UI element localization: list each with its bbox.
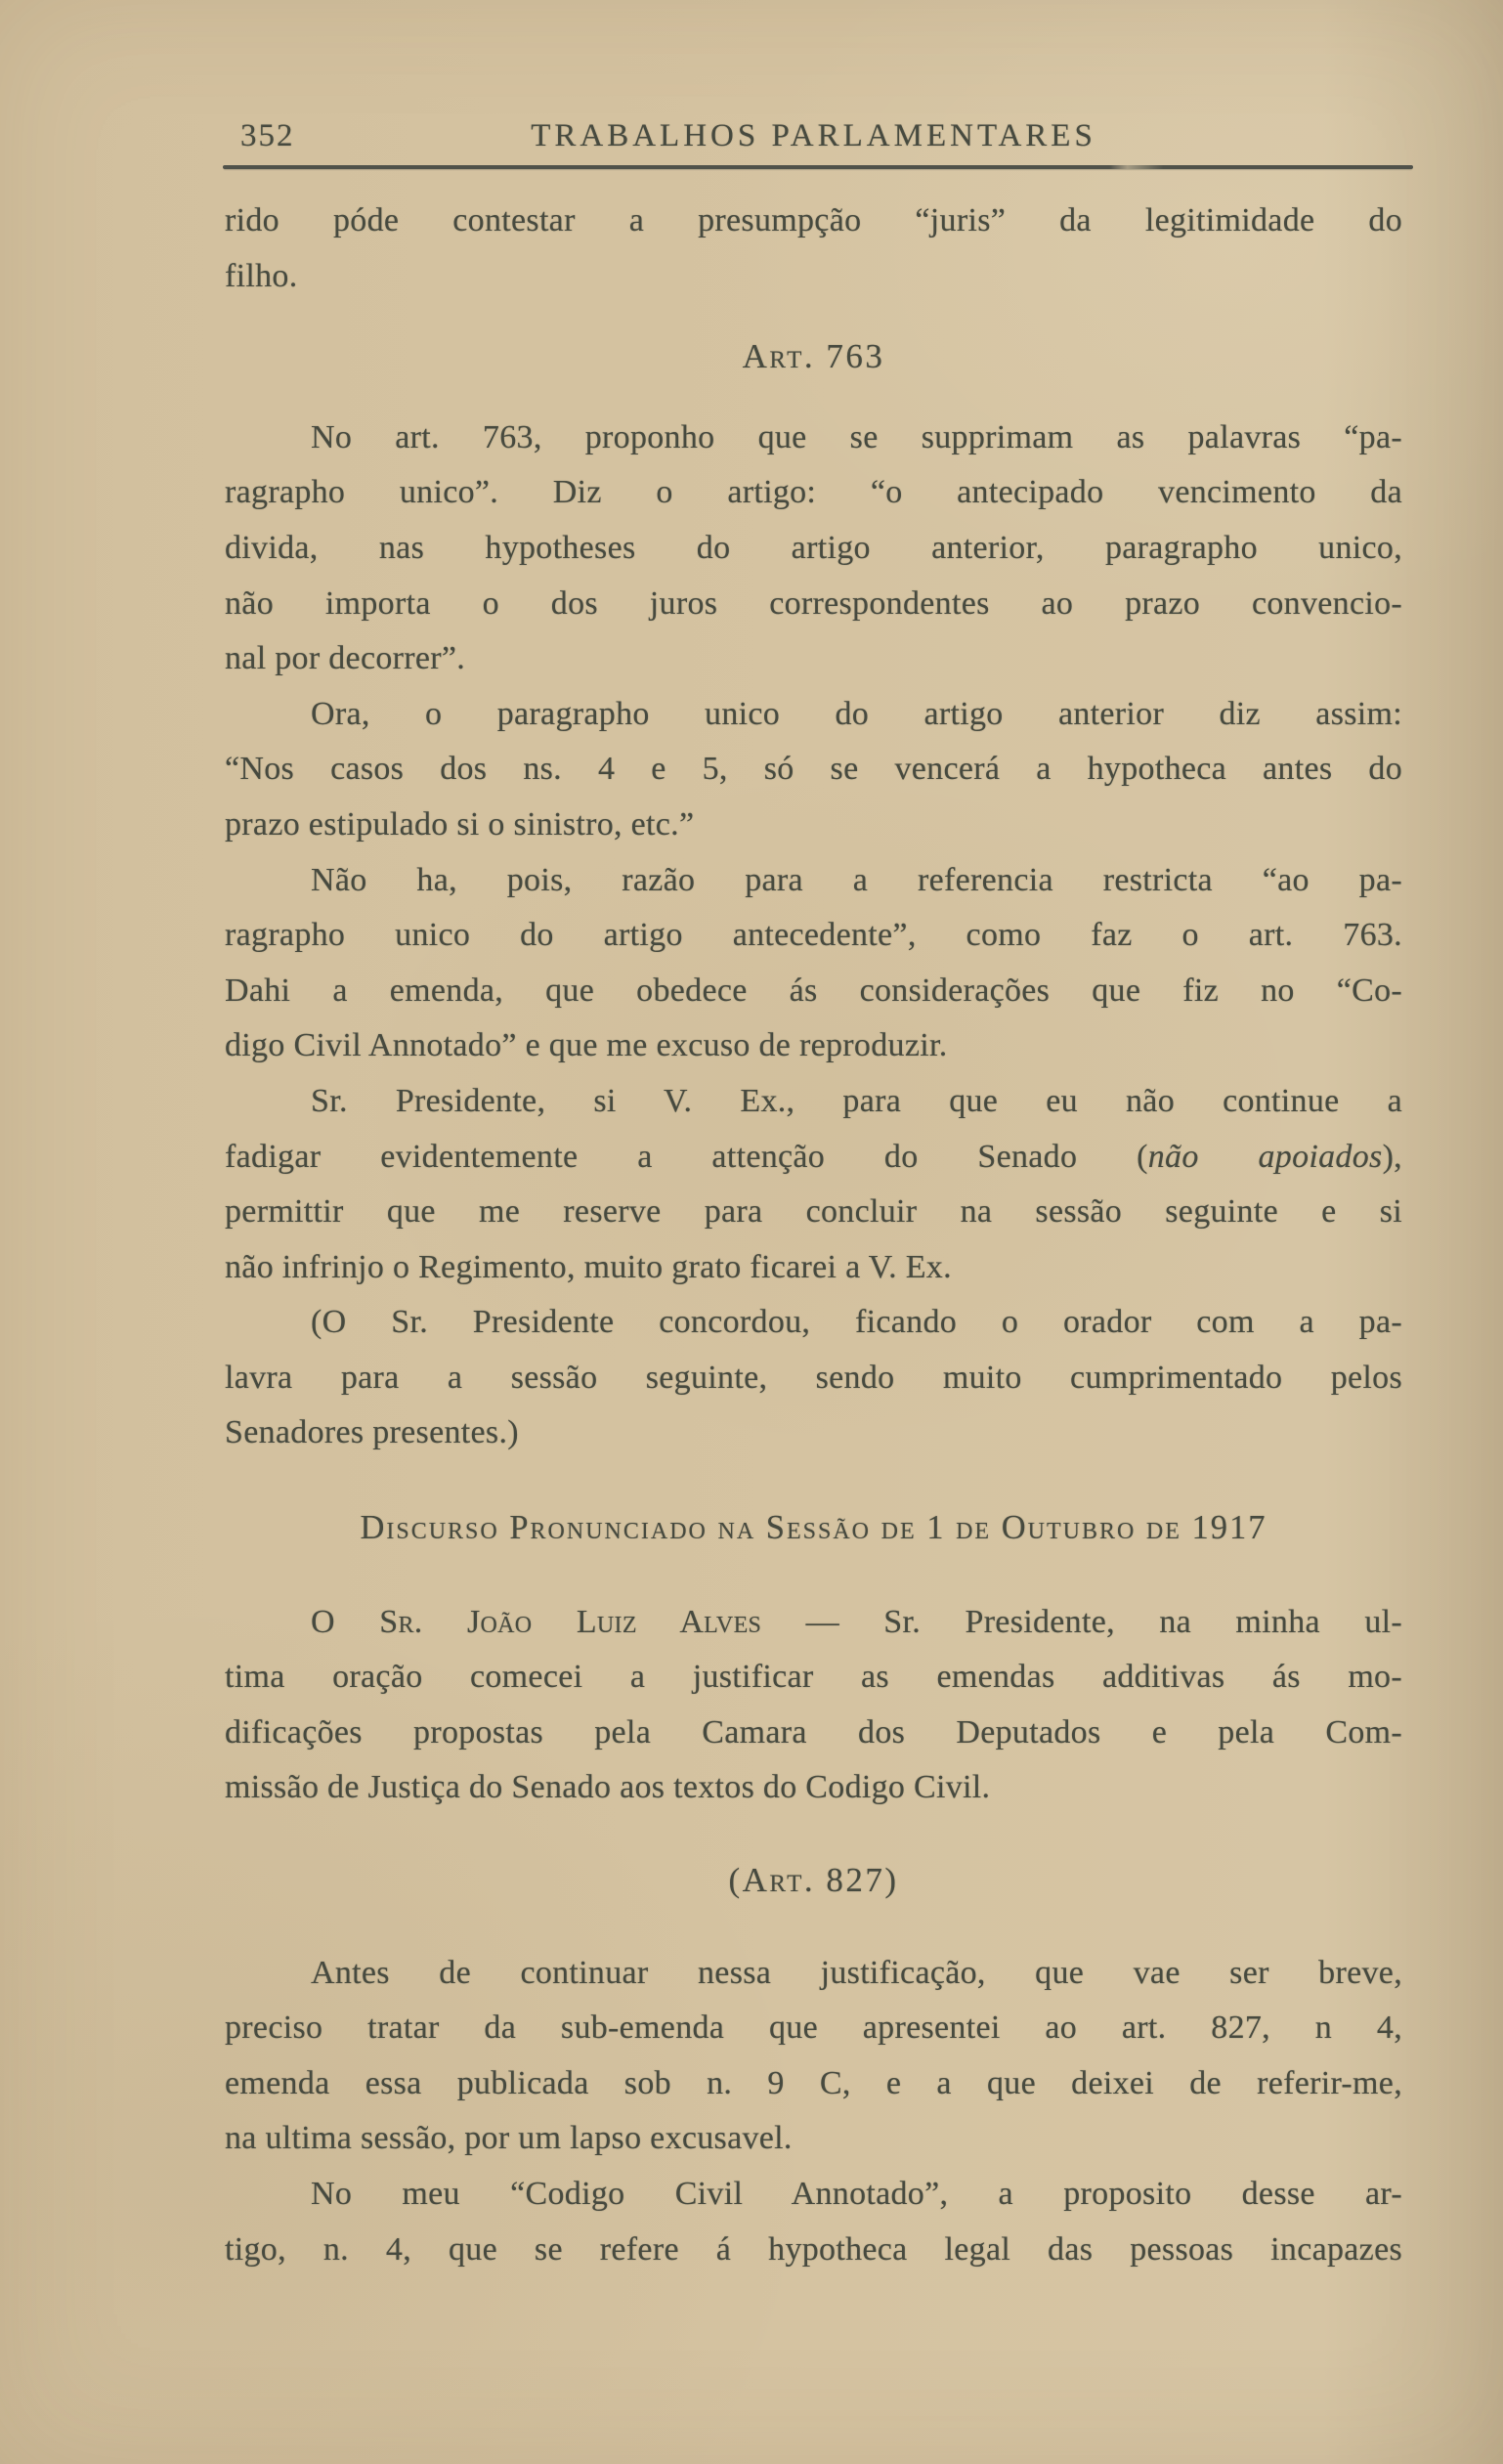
text-run: dificações propostas pela Camara dos Deputados e pela Com- (225, 1713, 1402, 1751)
text-run: ragrapho unico”. Diz o artigo: “o antecipado vencimento da (225, 474, 1402, 511)
text-run: “Nos casos dos ns. 4 e 5, só se vencerá a hypotheca antes do (225, 751, 1402, 788)
text-line (225, 687, 1402, 743)
text-line (225, 908, 1402, 964)
text-line (225, 2167, 1402, 2223)
page-header (225, 118, 1402, 167)
text-run: prazo estipulado si o sinistro, etc.” (225, 805, 695, 843)
text-run: emenda essa publicada sob n. 9 C, e a que deixei de referir-me, (225, 2064, 1402, 2101)
text-line (225, 1018, 1402, 1074)
text-line (225, 1240, 1402, 1296)
text-run: permittir que me reserve para concluir na sessão seguinte e si (225, 1193, 1402, 1231)
text-line (225, 521, 1402, 577)
text-line (225, 249, 1402, 305)
text-line (225, 1351, 1402, 1406)
text-line (225, 1405, 1402, 1461)
text-run: rido póde contestar a presumpção “juris” da legitimidade do (225, 202, 1402, 238)
text-line (225, 2223, 1402, 2278)
running-title: TRABALHOS PARLAMENTARES (531, 118, 1096, 153)
article-heading (225, 329, 1402, 385)
text-line (225, 1595, 1402, 1651)
text-run: divida, nas hypotheses do artigo anterior, paragrapho unico, (225, 529, 1402, 566)
text-run: — Sr. Presidente, na minha ul- (761, 1603, 1402, 1640)
text-run: Não ha, pois, razão para a referencia restricta “ao pa- (311, 861, 1402, 898)
text-run: não apoiados (1147, 1138, 1383, 1175)
text-run: Art. 763 (742, 337, 885, 376)
text-line (225, 1946, 1402, 2002)
text-line (225, 411, 1402, 466)
text-line (225, 1650, 1402, 1706)
text-run: Antes de continuar nessa justificação, que vae ser breve, (311, 1954, 1402, 1991)
text-run: ), (1382, 1138, 1402, 1175)
text-line (225, 1295, 1402, 1351)
text-run: (Art. 827) (728, 1861, 899, 1900)
text-run: ragrapho unico do artigo antecedente”, como faz o art. 763. (225, 917, 1402, 954)
text-run: filho. (225, 257, 298, 294)
text-run: O Sr. João Luiz Alves (311, 1603, 762, 1640)
text-run: Sr. Presidente, si V. Ex., para que eu não continue a (311, 1082, 1402, 1119)
text-line (225, 2001, 1402, 2056)
text-run: Ora, o paragrapho unico do artigo anterior diz assim: (311, 695, 1402, 732)
text-run: lavra para a sessão seguinte, sendo muito cumprimentado pelos (225, 1359, 1402, 1396)
text-run: tigo, n. 4, que se refere á hypotheca legal das pessoas incapazes (225, 2230, 1402, 2268)
text-run: não importa o dos juros correspondentes ao prazo convencio- (225, 584, 1402, 622)
text-line (225, 798, 1402, 853)
text-line (225, 465, 1402, 521)
text-line (225, 2111, 1402, 2167)
text-line (225, 1185, 1402, 1240)
text-line (225, 2056, 1402, 2112)
text-line (225, 964, 1402, 1019)
text-line (225, 194, 1402, 249)
text-run: fadigar evidentemente a attenção do Senado ( (225, 1138, 1148, 1175)
text-run: digo Civil Annotado” e que me excuso de reproduzir. (225, 1027, 948, 1064)
text-line (225, 1706, 1402, 1761)
text-run: não infrinjo o Regimento, muito grato ficarei a V. Ex. (225, 1248, 952, 1285)
page-body (225, 194, 1402, 2277)
text-run: preciso tratar da sub-emenda que apresentei ao art. 827, n 4, (225, 2010, 1402, 2047)
header-rule (223, 165, 1413, 169)
text-line (225, 1130, 1402, 1186)
text-line (225, 742, 1402, 798)
text-run: nal por decorrer”. (225, 640, 466, 677)
text-line (225, 853, 1402, 909)
text-line (225, 1074, 1402, 1130)
text-run: Senadores presentes.) (225, 1414, 519, 1451)
text-run: missão de Justiça do Senado aos textos do Codigo Civil. (225, 1769, 991, 1806)
text-line (225, 1760, 1402, 1816)
text-run: No meu “Codigo Civil Annotado”, a proposito desse ar- (311, 2176, 1402, 2212)
page-number: 352 (240, 118, 295, 153)
text-run: Dahi a emenda, que obedece ás considerações que fiz no “Co- (225, 972, 1402, 1009)
text-run: (O Sr. Presidente concordou, ficando o orador com a pa- (311, 1304, 1402, 1341)
text-run: No art. 763, proponho que se supprimam as palavras “pa- (311, 418, 1402, 455)
text-run: na ultima sessão, por um lapso excusavel. (225, 2120, 793, 2157)
text-run: tima oração comecei a justificar as emendas additivas ás mo- (225, 1659, 1402, 1696)
text-line (225, 631, 1402, 687)
text-line (225, 577, 1402, 632)
section-heading (225, 1500, 1402, 1556)
text-run: Discurso Pronunciado na Sessão de 1 de Outubro de 1917 (360, 1509, 1267, 1547)
article-heading (225, 1853, 1402, 1909)
